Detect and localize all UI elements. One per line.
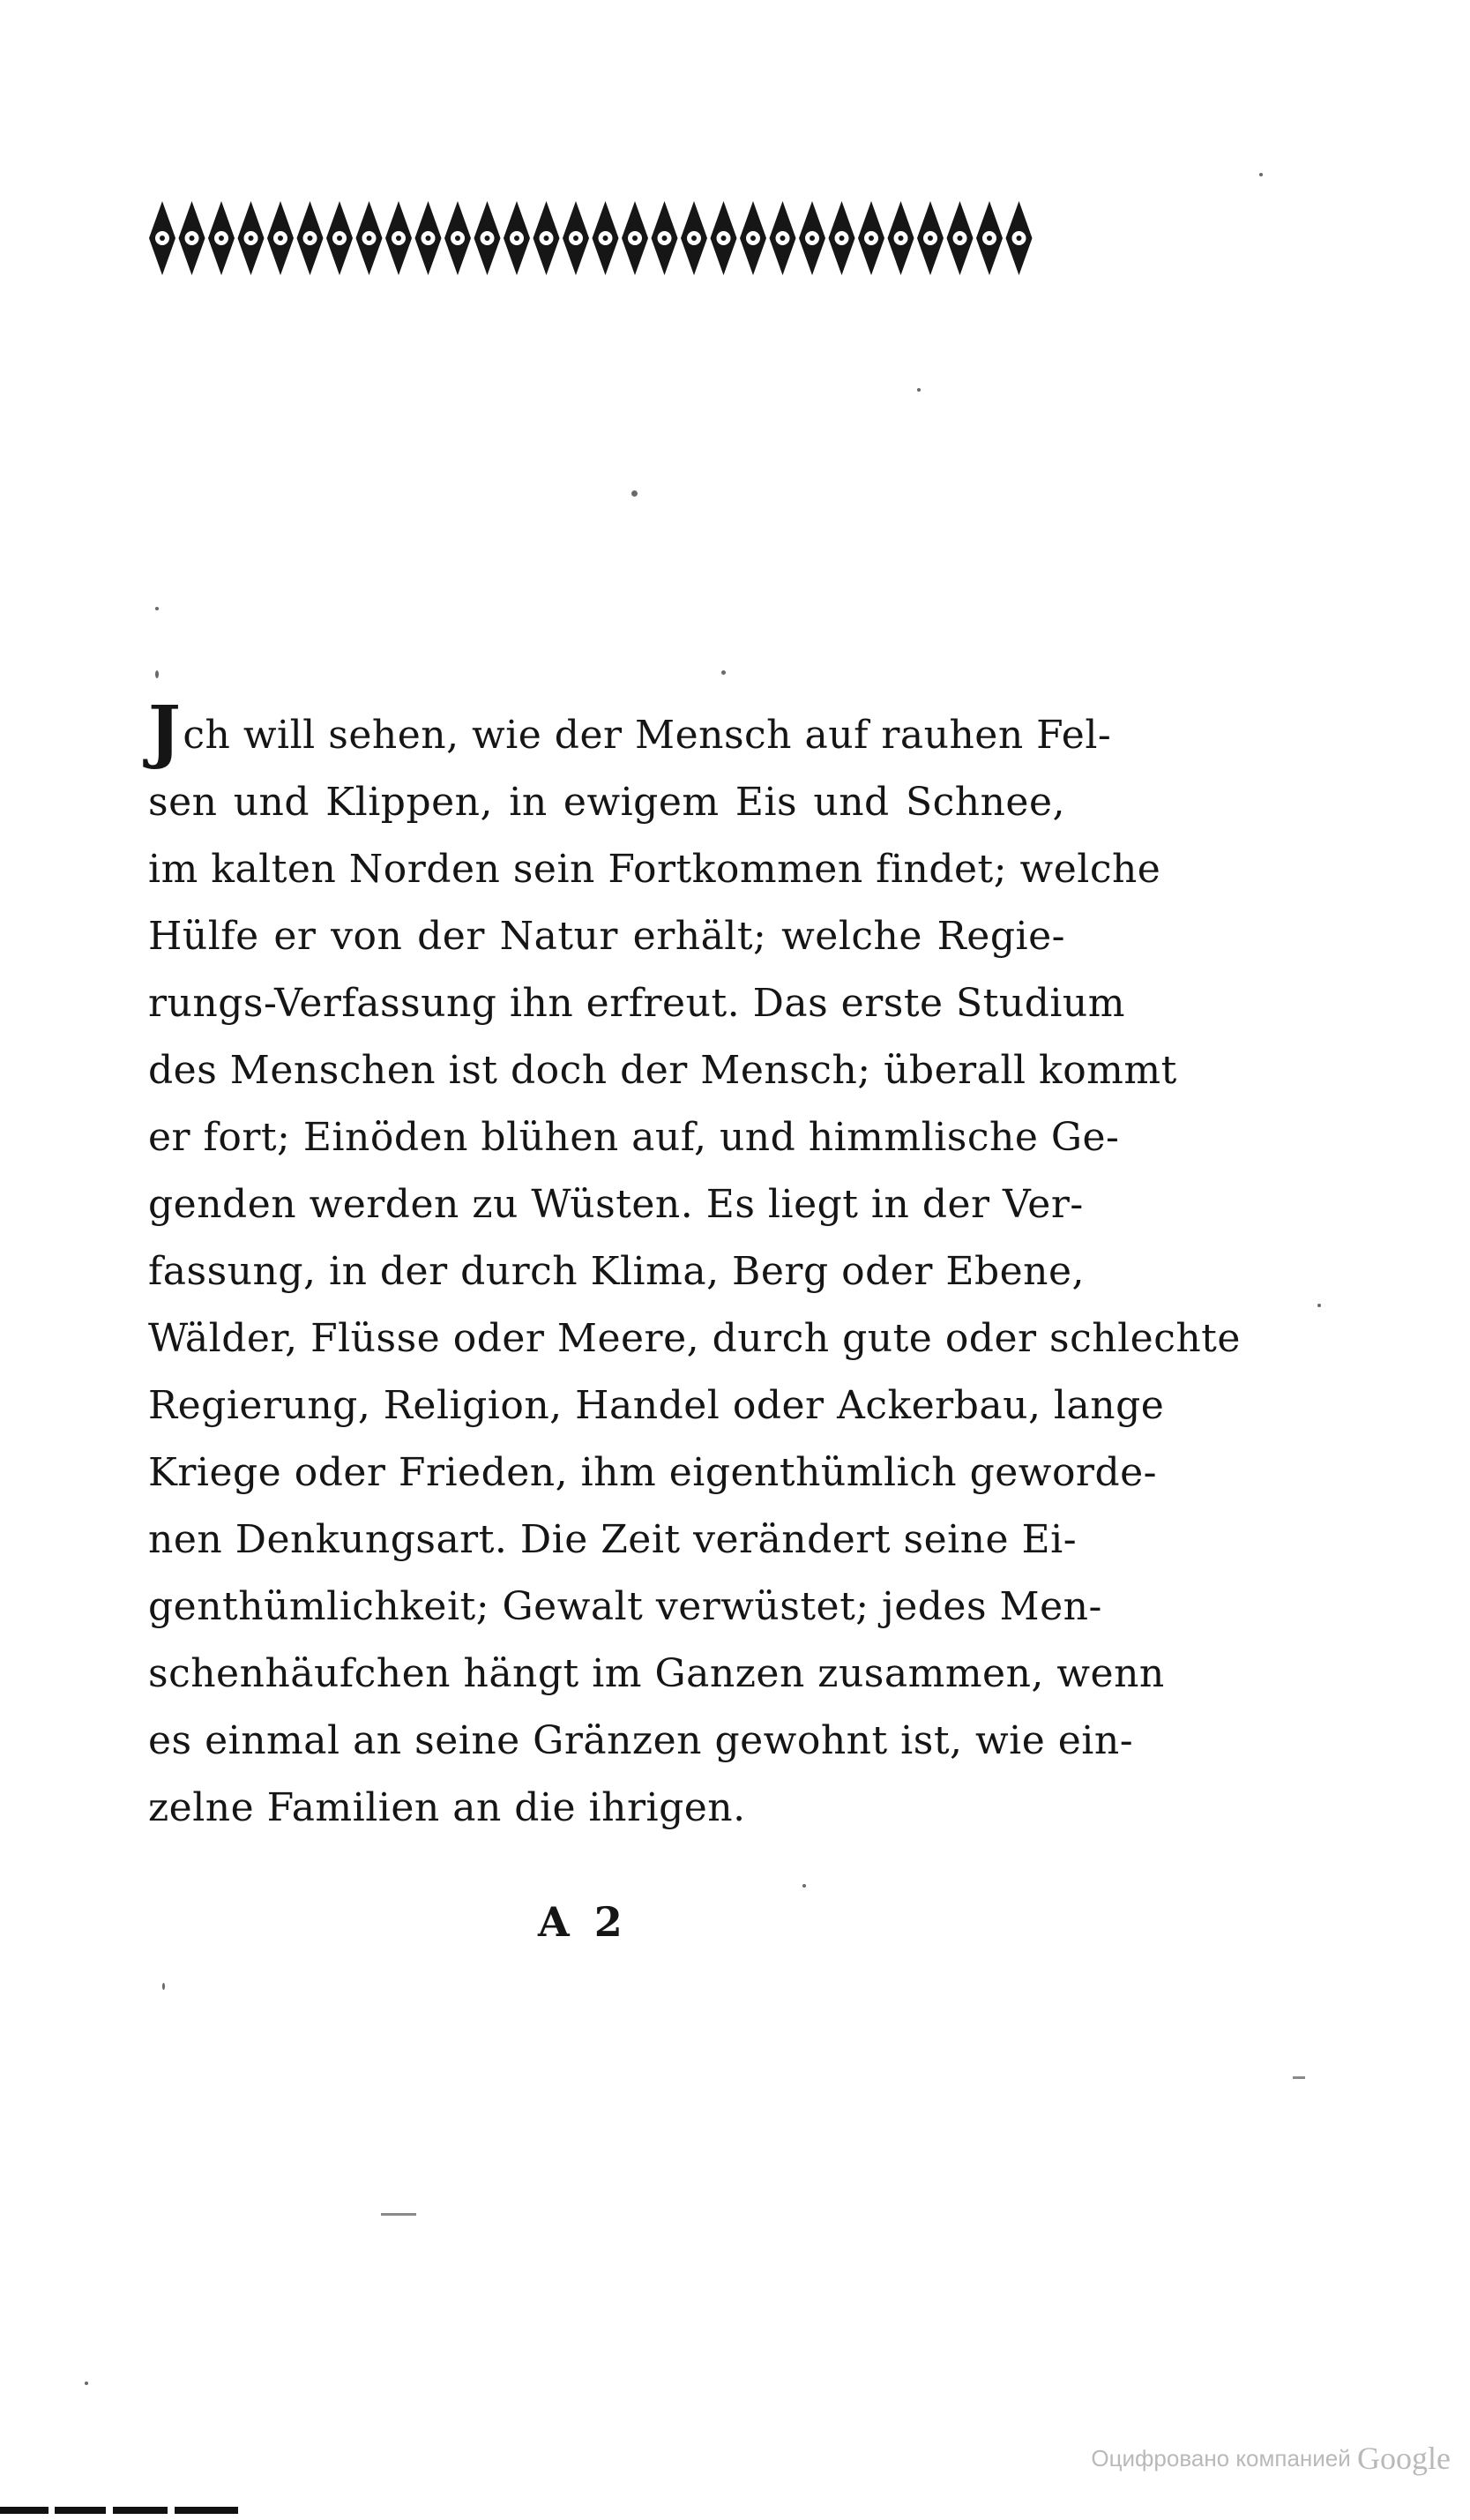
ornament-diamond: [888, 201, 914, 275]
scan-speck: [85, 2382, 88, 2385]
text-line: es einmal an seine Gränzen gewohnt ist, wie ein-: [148, 1718, 1134, 1763]
ornament-diamond: [770, 201, 796, 275]
text-line-first: [148, 692, 1112, 772]
scan-speck: [1259, 173, 1263, 176]
ornament-diamond: [326, 201, 353, 275]
scan-speck: [155, 607, 159, 610]
watermark-prefix: Оцифровано компанией: [1091, 2445, 1351, 2471]
first-line-text: ch will sehen, wie der Mensch auf rauhen Fel-: [183, 713, 1112, 758]
ornament-diamond: [504, 201, 530, 275]
text-line: Wälder, Flüsse oder Meere, durch gute oder schlechte: [148, 1316, 1241, 1361]
ornament-diamond: [740, 201, 766, 275]
ornament-diamond: [799, 201, 825, 275]
ornament-diamond: [179, 201, 205, 275]
text-line: sen und Klippen, in ewigem Eis und Schnee,: [148, 780, 1065, 825]
scan-dash: [1293, 2076, 1305, 2079]
ornament-diamond: [976, 201, 1003, 275]
ornament-diamond: [563, 201, 589, 275]
text-line: schenhäufchen hängt im Ganzen zusammen, wenn: [148, 1651, 1165, 1696]
scan-speck: [631, 490, 638, 497]
text-line: Kriege oder Frieden, ihm eigenthümlich geworde-: [148, 1450, 1158, 1495]
diamond-band-ornament-icon: [146, 196, 1044, 280]
scan-edge-bar: [0, 2507, 238, 2514]
text-line: er fort; Einöden blühen auf, und himmlische Ge-: [148, 1115, 1120, 1160]
text-line: nen Denkungsart. Die Zeit verändert seine Ei-: [148, 1517, 1078, 1562]
ornament-diamond: [858, 201, 884, 275]
ornament-diamond: [681, 201, 707, 275]
ornament-diamond: [534, 201, 560, 275]
ornament-diamond: [917, 201, 944, 275]
scan-dash: [381, 2213, 416, 2216]
ornament-diamond: [829, 201, 855, 275]
text-line: Regierung, Religion, Handel oder Ackerbau, lange: [148, 1383, 1165, 1428]
ornament-diamond: [208, 201, 235, 275]
ornament-diamond: [947, 201, 974, 275]
drop-cap: J: [148, 692, 182, 772]
text-line: Hülfe er von der Natur erhält; welche Regie-: [148, 914, 1065, 959]
scan-speck: [155, 670, 159, 678]
ornament-diamond: [267, 201, 294, 275]
ornament-diamond: [356, 201, 383, 275]
ornament-diamond: [652, 201, 678, 275]
ornament-diamond: [711, 201, 737, 275]
ornament-diamond: [474, 201, 501, 275]
ornament-diamond: [622, 201, 648, 275]
text-line-last: zelne Familien an die ihrigen.: [148, 1785, 746, 1830]
ornament-diamond: [415, 201, 442, 275]
body-text: [148, 692, 1241, 1842]
scan-speck: [917, 388, 921, 392]
text-line: des Menschen ist doch der Mensch; überall kommt: [148, 1048, 1177, 1093]
text-line: im kalten Norden sein Fortkommen findet; welche: [148, 847, 1161, 892]
ornament-diamond: [444, 201, 471, 275]
watermark-brand: Google: [1357, 2441, 1451, 2476]
ornament-diamond: [238, 201, 265, 275]
text-line: genden werden zu Wüsten. Es liegt in der Ver-: [148, 1182, 1084, 1227]
digitization-watermark: [1091, 2440, 1451, 2477]
ornament-diamond: [297, 201, 324, 275]
ornament-diamond: [593, 201, 619, 275]
text-line: genthümlichkeit; Gewalt verwüstet; jedes Men-: [148, 1584, 1102, 1629]
scan-speck: [721, 670, 726, 675]
scan-speck: [802, 1884, 806, 1888]
ornament-diamond: [1006, 201, 1033, 275]
ornament-diamond: [385, 201, 412, 275]
text-line: fassung, in der durch Klima, Berg oder Ebene,: [148, 1249, 1086, 1294]
ornament-diamond: [149, 201, 175, 275]
scan-speck: [1317, 1304, 1321, 1307]
scan-speck: [162, 1983, 165, 1990]
signature-mark: A 2: [538, 1898, 628, 1946]
text-line: rungs-Verfassung ihn erfreut. Das erste Studium: [148, 981, 1125, 1026]
